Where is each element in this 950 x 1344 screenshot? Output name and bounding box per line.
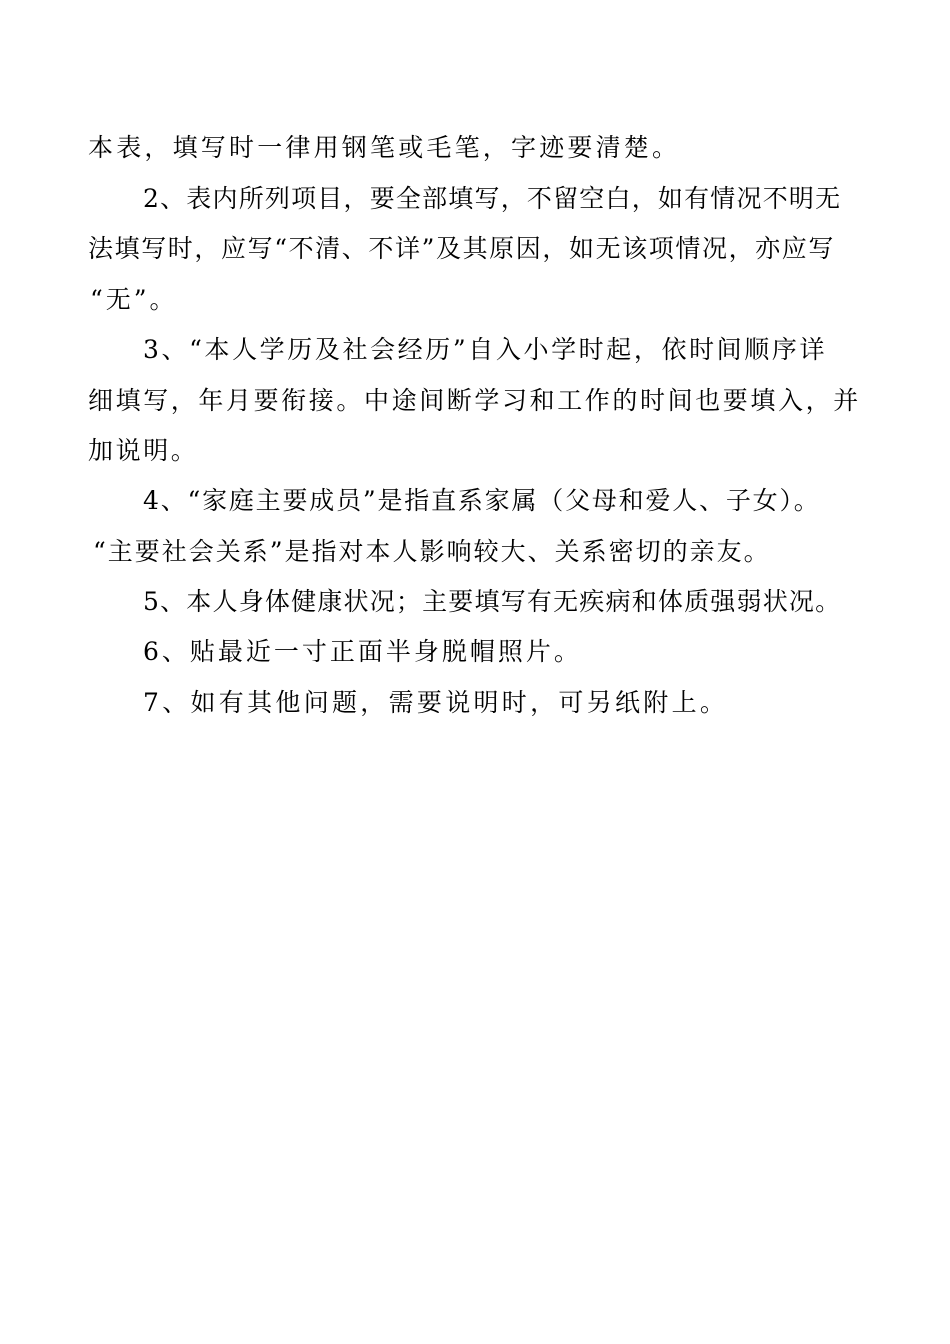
text-line-5: 3、“本人学历及社会经历”自入小学时起，依时间顺序详 bbox=[143, 335, 828, 364]
text-line-1: 本表，填写时一律用钢笔或毛笔，字迹要清楚。 bbox=[88, 133, 681, 162]
text-line-9: “主要社会关系”是指对本人影响较大、关系密切的亲友。 bbox=[93, 537, 771, 566]
text-line-12: 7、如有其他问题，需要说明时，可另纸附上。 bbox=[143, 688, 729, 717]
text-line-11: 6、贴最近一寸正面半身脱帽照片。 bbox=[143, 637, 582, 666]
text-line-4: “无”。 bbox=[90, 285, 178, 314]
text-line-2: 2、表内所列项目，要全部填写，不留空白，如有情况不明无 bbox=[143, 184, 842, 213]
text-line-6: 细填写，年月要衔接。中途间断学习和工作的时间也要填入，并 bbox=[88, 386, 861, 415]
text-line-10: 5、本人身体健康状况；主要填写有无疾病和体质强弱状况。 bbox=[143, 587, 842, 616]
text-line-8: 4、“家庭主要成员”是指直系家属（父母和爱人、子女）。 bbox=[143, 486, 821, 515]
text-line-3: 法填写时，应写“不清、不详”及其原因，如无该项情况，亦应写 bbox=[88, 234, 835, 263]
text-line-7: 加说明。 bbox=[88, 436, 199, 465]
